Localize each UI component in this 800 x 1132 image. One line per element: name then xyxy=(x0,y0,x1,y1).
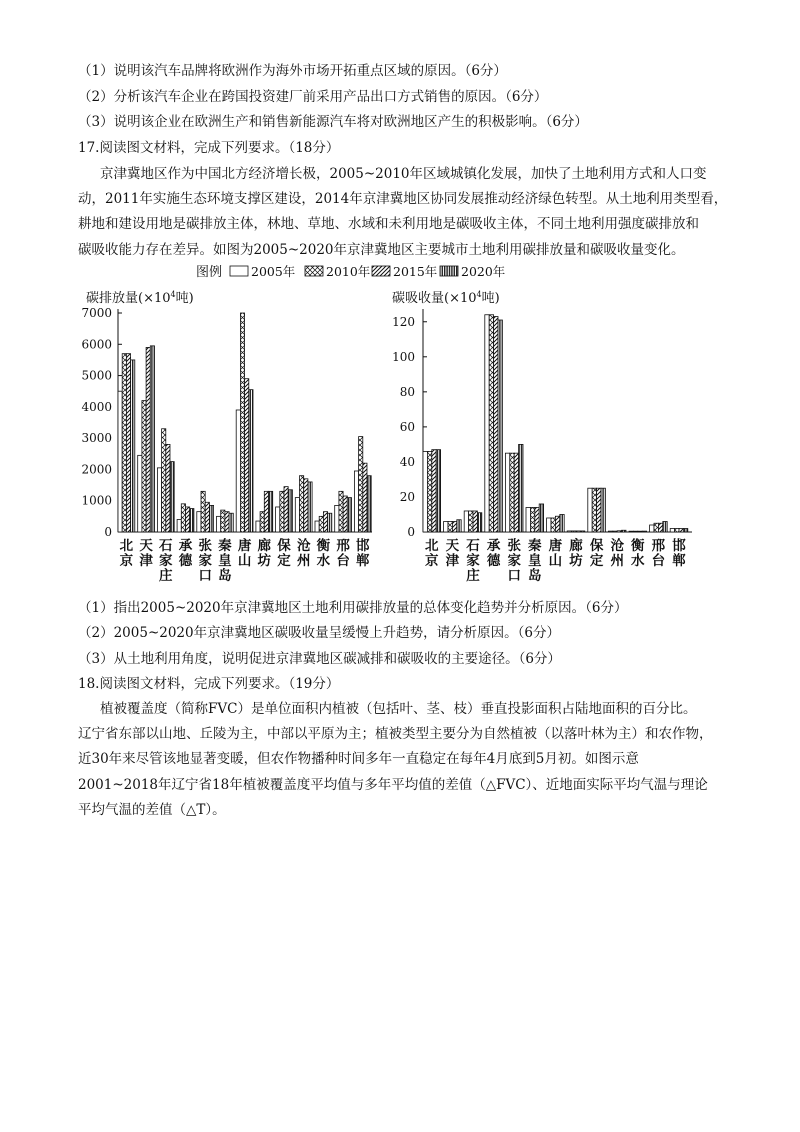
bar xyxy=(423,451,427,532)
bar xyxy=(319,516,323,532)
bar xyxy=(150,346,154,532)
y-tick-label: 4000 xyxy=(81,399,112,414)
x-category-label: 邯郸 xyxy=(672,538,686,569)
legend-swatch xyxy=(372,266,390,276)
q18-body-line: 植被覆盖度（简称FVC）是单位面积内植被（包括叶、茎、枝）垂直投影面积占陆地面积的百分比。 xyxy=(100,701,697,717)
y-tick-label: 120 xyxy=(392,314,415,329)
bar xyxy=(670,528,674,532)
x-category-label: 保定 xyxy=(589,538,604,569)
bar xyxy=(131,360,135,532)
q17-body-line: 京津冀地区作为中国北方经济增长极，2005~2010年区域城镇化发展，加快了土地利用方式和人口变 xyxy=(100,166,707,182)
y-tick-label: 80 xyxy=(399,384,415,399)
bar xyxy=(308,482,312,532)
bar xyxy=(617,531,621,532)
x-category-label: 秦皇岛 xyxy=(528,538,542,584)
bar xyxy=(217,516,221,532)
bar xyxy=(629,531,633,532)
bar xyxy=(335,505,339,532)
bar xyxy=(494,317,498,532)
x-category-label: 廊坊 xyxy=(569,538,583,569)
legend-label: 2015年 xyxy=(393,264,438,279)
bar xyxy=(613,531,617,532)
q17-body-line: 碳吸收能力存在差异。如图为2005~2020年京津冀地区主要城市土地利用碳排放量和碳吸收量变化。 xyxy=(78,242,685,258)
bar xyxy=(498,320,502,532)
bar xyxy=(323,512,327,532)
bar xyxy=(359,437,363,532)
bar xyxy=(260,512,264,532)
carbon-absorption-chart xyxy=(392,290,692,584)
bar xyxy=(162,429,166,532)
x-category-label: 衡水 xyxy=(631,538,645,569)
chart-legend xyxy=(196,264,505,280)
q18-body-line: 辽宁省东部以山地、丘陵为主，中部以平原为主；植被类型主要分为自然植被（以落叶林为主）和农作物， xyxy=(78,726,713,742)
bar xyxy=(367,476,371,532)
bar xyxy=(642,531,646,532)
bar xyxy=(236,410,240,532)
bar xyxy=(315,521,319,532)
bar xyxy=(280,491,284,532)
bar xyxy=(576,531,580,532)
bar xyxy=(186,507,190,532)
bar xyxy=(122,354,126,532)
y-tick-label: 40 xyxy=(399,454,415,469)
bar xyxy=(633,531,637,532)
bar xyxy=(535,507,539,532)
bar xyxy=(650,525,654,532)
bar xyxy=(142,401,146,532)
legend-swatch xyxy=(305,266,323,276)
x-category-label: 衡水 xyxy=(316,538,331,569)
bar xyxy=(539,504,543,532)
q17-body-line: 耕地和建设用地是碳排放主体，林地、草地、水域和未利用地是碳吸收主体，不同土地利用强度碳排放和 xyxy=(78,216,699,232)
legend-swatch xyxy=(230,266,248,276)
bar xyxy=(555,516,559,532)
bar xyxy=(304,479,308,532)
bar xyxy=(597,488,601,532)
bar xyxy=(201,491,205,532)
legend-title: 图例 xyxy=(196,265,223,280)
x-category-label: 沧州 xyxy=(296,538,311,569)
legend-swatch xyxy=(440,266,458,276)
legend-label: 2010年 xyxy=(326,264,371,279)
legend-label: 2020年 xyxy=(461,264,506,279)
bar xyxy=(551,518,555,532)
bar xyxy=(256,521,260,532)
q17-sub1: （1）指出2005~2020年京津冀地区土地利用碳排放量的总体变化趋势并分析原因。（6分） xyxy=(78,600,628,616)
q16-sub3: （3）说明该企业在欧洲生产和销售新能源汽车将对欧洲地区产生的积极影响。（6分） xyxy=(78,114,588,130)
x-category-label: 秦皇岛 xyxy=(218,538,232,584)
x-category-label: 廊坊 xyxy=(257,538,272,569)
y-tick-label: 0 xyxy=(407,525,415,539)
bar xyxy=(328,513,332,532)
bar xyxy=(209,505,213,532)
bar xyxy=(177,519,181,532)
carbon-emission-chart xyxy=(81,290,372,584)
bar xyxy=(249,390,253,532)
x-category-label: 张家口 xyxy=(507,538,521,584)
bar xyxy=(567,531,571,532)
x-category-label: 张家口 xyxy=(198,538,212,584)
q18-heading: 18.阅读图文材料，完成下列要求。（19分） xyxy=(78,676,340,692)
bar xyxy=(427,451,431,532)
x-category-label: 承德 xyxy=(178,538,193,569)
bar xyxy=(126,354,130,532)
y-tick-label: 60 xyxy=(399,419,415,434)
bar xyxy=(229,513,233,532)
x-category-label: 天津 xyxy=(139,538,153,569)
bar xyxy=(276,507,280,532)
bar xyxy=(432,450,436,532)
x-category-label: 北京 xyxy=(119,538,134,569)
y-tick-label: 1000 xyxy=(81,493,112,508)
y-tick-label: 0 xyxy=(104,525,112,539)
bar xyxy=(157,468,161,532)
bar xyxy=(601,488,605,532)
bar xyxy=(505,453,509,532)
q17-heading: 17.阅读图文材料，完成下列要求。（18分） xyxy=(78,140,340,156)
q18-body-line: 平均气温的差值（△T）。 xyxy=(78,802,226,818)
bar xyxy=(654,523,658,532)
emission-y-axis-label: 碳排放量($\times 10^4$吨) xyxy=(86,290,194,306)
bar xyxy=(288,490,292,532)
bar xyxy=(514,453,518,532)
bar xyxy=(510,453,514,532)
bar xyxy=(146,347,150,532)
x-category-label: 唐山 xyxy=(548,538,563,569)
bar xyxy=(347,498,351,532)
bar xyxy=(638,531,642,532)
x-category-label: 北京 xyxy=(425,538,439,569)
bar xyxy=(138,455,142,532)
bar xyxy=(444,521,448,532)
y-tick-label: 20 xyxy=(399,489,415,504)
bar xyxy=(436,450,440,532)
bar xyxy=(663,521,667,532)
bar xyxy=(295,498,299,532)
bar xyxy=(269,491,273,532)
bar xyxy=(118,391,122,532)
y-tick-label: 7000 xyxy=(81,306,112,320)
bar xyxy=(205,502,209,532)
y-tick-label: 6000 xyxy=(81,337,112,352)
bar xyxy=(264,491,268,532)
bar xyxy=(519,444,523,532)
bar xyxy=(622,530,626,532)
bar xyxy=(354,471,358,532)
bar xyxy=(197,512,201,532)
x-category-label: 承德 xyxy=(486,538,501,569)
q18-body-line: 近30年来尽管该地显著变暖，但农作物播种时间多年一直稳定在每年4月底到5月初。如图示意 xyxy=(78,751,639,767)
bar xyxy=(339,491,343,532)
q17-sub3: （3）从土地利用角度，说明促进京津冀地区碳减排和碳吸收的主要途径。（6分） xyxy=(78,651,561,667)
bar xyxy=(170,462,174,532)
x-category-label: 天津 xyxy=(445,538,460,569)
bar xyxy=(485,315,489,532)
bar xyxy=(181,504,185,532)
q16-sub2: （2）分析该汽车企业在跨国投资建厂前采用产品出口方式销售的原因。（6分） xyxy=(78,89,548,105)
bar xyxy=(363,463,367,532)
bar xyxy=(221,510,225,532)
q16-sub1: （1）说明该汽车品牌将欧洲作为海外市场开拓重点区域的原因。（6分） xyxy=(78,63,507,79)
bar xyxy=(675,528,679,532)
bar xyxy=(448,521,452,532)
bar xyxy=(343,496,347,532)
x-category-label: 沧州 xyxy=(610,538,624,569)
bar xyxy=(300,476,304,532)
bar xyxy=(592,488,596,532)
bar xyxy=(240,313,244,532)
bar xyxy=(588,488,592,532)
q17-body-line: 动，2011年实施生态环境支撑区建设，2014年京津冀地区协同发展推动经济绿色转型。从土地利用类型看， xyxy=(78,191,728,207)
q18-body-line: 2001~2018年辽宁省18年植被覆盖度平均值与多年平均值的差值（△FVC）、近地面实际平均气温与理论 xyxy=(78,777,708,793)
bar xyxy=(658,523,662,532)
bar xyxy=(464,511,468,532)
bar xyxy=(560,514,564,532)
bar xyxy=(469,511,473,532)
bar xyxy=(608,531,612,532)
x-category-label: 邢台 xyxy=(651,538,666,569)
x-category-label: 邢台 xyxy=(336,538,350,569)
x-category-label: 保定 xyxy=(277,538,291,569)
x-category-label: 石家庄 xyxy=(466,538,480,584)
bar xyxy=(284,487,288,532)
bar xyxy=(526,507,530,532)
bar xyxy=(477,513,481,532)
q17-sub2: （2）2005~2020年京津冀地区碳吸收量呈缓慢上升趋势，请分析原因。（6分） xyxy=(78,625,560,641)
x-category-label: 邯郸 xyxy=(356,538,370,569)
bar xyxy=(457,520,461,532)
absorption-y-axis-label: 碳吸收量($\times 10^4$吨) xyxy=(392,290,500,306)
bar xyxy=(190,509,194,532)
bar xyxy=(452,521,456,532)
bar xyxy=(572,531,576,532)
y-tick-label: 100 xyxy=(392,349,415,364)
bar xyxy=(580,531,584,532)
bar xyxy=(679,528,683,532)
bar xyxy=(473,511,477,532)
bar xyxy=(225,512,229,532)
bar xyxy=(489,315,493,532)
x-category-label: 唐山 xyxy=(237,538,252,569)
bar xyxy=(547,518,551,532)
y-tick-label: 5000 xyxy=(81,368,112,383)
y-tick-label: 2000 xyxy=(81,462,112,477)
bar xyxy=(530,507,534,532)
bar xyxy=(166,444,170,532)
bar xyxy=(245,379,249,532)
legend-label: 2005年 xyxy=(251,264,296,279)
y-tick-label: 3000 xyxy=(81,431,112,446)
x-category-label: 石家庄 xyxy=(159,538,173,584)
bar xyxy=(683,528,687,532)
